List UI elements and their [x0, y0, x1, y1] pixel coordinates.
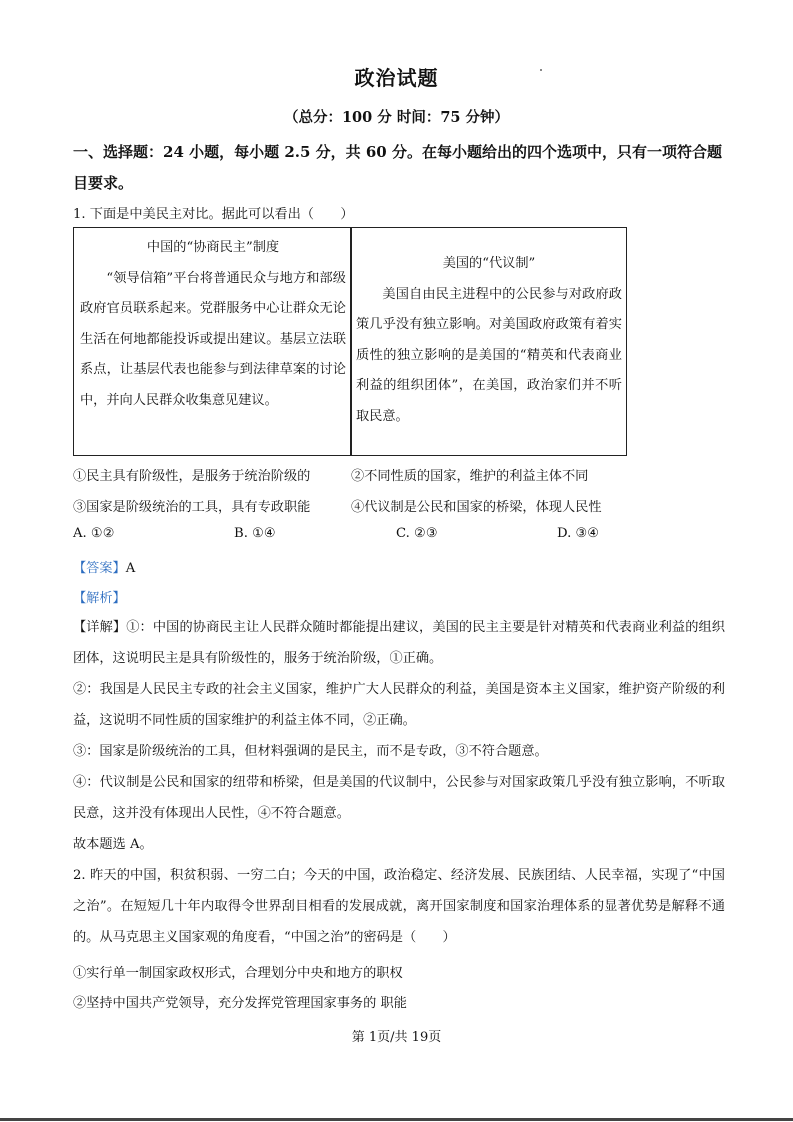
- detail-paragraph-3: ③：国家是阶级统治的工具，但材料强调的是民主，而不是专政，③不符合题意。: [73, 744, 548, 759]
- question-2-stem: 2. 昨天的中国，积贫积弱、一穷二白；今天的中国，政治稳定、经济发展、民族团结、人民幸福，实现了“中国之治”。在短短几十年内取得令世界刮目相看的发展成就，离开国家制度和国家治理体系的显著优势是解释不通的。从马克思主义国家观的角度看，“中国之治”的密码是（ ）: [73, 868, 725, 945]
- china-cell-body: “领导信箱”平台将普通民众与地方和部级政府官员联系起来。党群服务中心让群众无论生活在何地都能投诉或提出建议。基层立法联系点，让基层代表也能参与到法律草案的讨论中，并向人民群众收集意见建议。: [80, 270, 346, 408]
- option-c: C. ②③: [396, 526, 438, 541]
- q2-statement-1: ①实行单一制国家政权形式，合理划分中央和地方的职权: [73, 966, 403, 981]
- detail-paragraph-4: ④：代议制是公民和国家的纽带和桥梁，但是美国的代议制中，公民参与对国家政策几乎没有独立影响，不听取民意，这并没有体现出人民性，④不符合题意。: [73, 775, 725, 821]
- china-cell-title: 中国的“协商民主”制度: [146, 240, 280, 255]
- statement-2: ②不同性质的国家，维护的利益主体不同: [351, 469, 589, 484]
- detail-paragraph-2: ②：我国是人民民主专政的社会主义国家，维护广大人民群众的利益，美国是资本主义国家，维护资产阶级的利益，这说明不同性质的国家维护的利益主体不同，②正确。: [73, 682, 725, 728]
- usa-cell-title: 美国的“代议制”: [442, 256, 536, 271]
- detail-paragraph-1: 【详解】①：中国的协商民主让人民群众随时都能提出建议，美国的民主主要是针对精英和代表商业利益的组织团体，这说明民主是具有阶级性的，服务于统治阶级，①正确。: [73, 620, 725, 666]
- option-b: B. ①④: [234, 526, 276, 541]
- analysis-tag: 【解析】: [73, 591, 126, 606]
- option-a: A. ①②: [73, 526, 115, 541]
- statement-1: ①民主具有阶级性，是服务于统治阶级的: [73, 469, 311, 484]
- answer-tag: 【答案】: [73, 561, 126, 576]
- section-heading: 一、选择题：24 小题，每小题 2.5 分，共 60 分。在每小题给出的四个选项中，只有一项符合题目要求。: [73, 143, 722, 192]
- answer-line: [73, 557, 135, 576]
- comparison-table: [73, 227, 627, 456]
- bottom-rule: [0, 1118, 793, 1121]
- statement-4: ④代议制是公民和国家的桥梁，体现人民性: [351, 500, 602, 515]
- q2-statement-2: ②坚持中国共产党领导，充分发挥党管理国家事务的 职能: [73, 996, 407, 1011]
- statement-3: ③国家是阶级统治的工具，具有专政职能: [73, 500, 311, 515]
- page-title: 政治试题: [354, 66, 439, 90]
- option-d: D. ③④: [557, 526, 600, 541]
- exam-info: （总分：100 分 时间：75 分钟）: [283, 109, 510, 126]
- table-cell-china: [80, 233, 346, 416]
- detail-conclusion: 故本题选 A。: [73, 837, 153, 852]
- answer-value: A: [125, 561, 136, 576]
- table-divider: [350, 228, 352, 455]
- usa-cell-body: 美国自由民主进程中的公民参与对政府政策几乎没有独立影响。对美国政府政策有着实质性的独立影响的是美国的“精英和代表商业利益的组织团体”，在美国，政治家们并不听取民意。: [356, 286, 622, 424]
- page-number: 第 1页/共 19页: [351, 1030, 442, 1045]
- table-cell-usa: [356, 249, 622, 432]
- question-1-stem: 1. 下面是中美民主对比。据此可以看出（ ）: [73, 207, 354, 222]
